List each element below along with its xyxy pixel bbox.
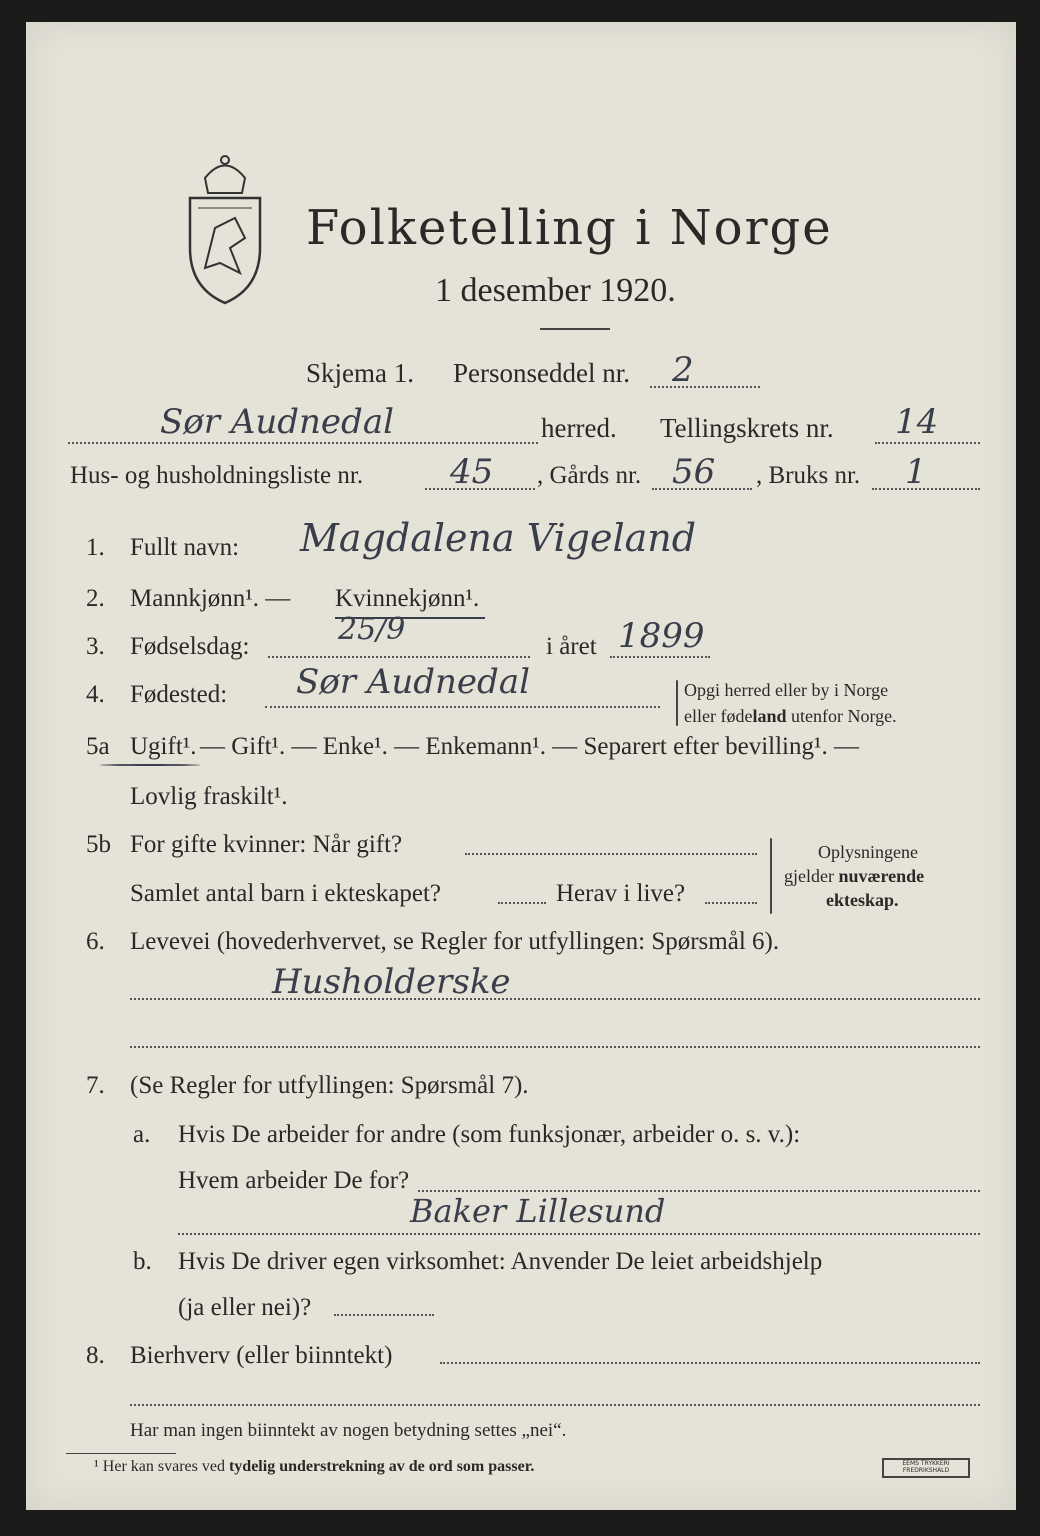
birthplace-value: Sør Audnedal — [296, 662, 530, 702]
q1-label: Fullt navn: — [130, 534, 240, 561]
bruks-value: 1 — [905, 452, 927, 492]
q7b-number: b. — [133, 1248, 152, 1275]
occupation-field-1[interactable] — [130, 998, 980, 1000]
birth-year-field[interactable] — [610, 656, 710, 658]
husliste-value: 45 — [450, 452, 494, 492]
herred-label: herred. — [541, 413, 617, 443]
birthday-field[interactable] — [268, 656, 530, 658]
printer-stamp: EEMS TRYKKERI FREDRIKSHALD — [882, 1458, 970, 1478]
marriage-note-2: gjelder nuværende — [784, 866, 925, 886]
marriage-note-1: Oplysningene — [818, 842, 918, 862]
marriage-note-brace — [770, 838, 772, 914]
fraskilt-option[interactable]: Lovlig fraskilt¹. — [130, 783, 288, 810]
tellingskrets-label: Tellingskrets nr. — [660, 413, 834, 443]
herred-field[interactable] — [68, 442, 538, 444]
herred-value: Sør Audnedal — [160, 402, 394, 442]
q4-number: 4. — [86, 681, 105, 708]
footnote: ¹ Her kan svares ved tydelig understrekning av de ord som passer. — [94, 1458, 535, 1475]
q7-label: (Se Regler for utfyllingen: Spørsmål 7). — [130, 1072, 529, 1099]
husliste-label: Hus- og husholdningsliste nr. — [70, 462, 364, 489]
q8-label: Bierhverv (eller biinntekt) — [130, 1342, 393, 1369]
title-rule — [540, 328, 610, 330]
q7-number: 7. — [86, 1072, 105, 1099]
birthday-value: 25/9 — [338, 612, 406, 647]
q3-number: 3. — [86, 633, 105, 660]
occupation-field-2[interactable] — [130, 1046, 980, 1048]
side-income-field-1[interactable] — [440, 1362, 980, 1364]
q5b-number: 5b — [86, 831, 111, 858]
ugift-underline — [100, 764, 200, 766]
form-date: 1 desember 1920. — [435, 272, 676, 309]
q7b-question: (ja eller nei)? — [178, 1294, 312, 1321]
personseddel-field[interactable] — [650, 386, 760, 388]
norwegian-coat-of-arms-icon — [180, 148, 270, 308]
q7a-question: Hvem arbeider De for? — [178, 1167, 410, 1194]
q5b-line1: For gifte kvinner: Når gift? — [130, 831, 403, 858]
kvinnekjonn-option[interactable]: Kvinnekjønn¹. — [335, 585, 480, 612]
birth-year-value: 1899 — [618, 616, 705, 656]
children-count-field[interactable] — [498, 902, 546, 904]
personseddel-label: Personseddel nr. — [453, 358, 630, 388]
mannkjonn-option[interactable]: Mannkjønn¹. — — [130, 585, 291, 612]
birthplace-note-2: eller fødeland utenfor Norge. — [684, 706, 897, 726]
q7b-text: Hvis De driver egen virksomhet: Anvender De leiet arbeidshjelp — [178, 1248, 823, 1275]
married-date-field[interactable] — [465, 853, 757, 855]
gards-value: 56 — [672, 452, 716, 492]
tellingskrets-value: 14 — [895, 402, 939, 442]
q7a-number: a. — [133, 1121, 151, 1148]
q5b-line2b: Herav i live? — [556, 880, 686, 907]
birthplace-field[interactable] — [265, 706, 660, 708]
tellingskrets-field[interactable] — [875, 442, 980, 444]
biinntekt-note: Har man ingen biinntekt av nogen betydning settes „nei“. — [130, 1420, 567, 1441]
form-title: Folketelling i Norge — [306, 200, 833, 256]
marriage-note-3: ekteskap. — [826, 890, 899, 910]
q3-label: Fødselsdag: — [130, 633, 250, 660]
bruks-label: , Bruks nr. — [756, 462, 861, 489]
side-income-field-2[interactable] — [130, 1404, 980, 1406]
marital-options[interactable]: — Gift¹. — Enke¹. — Enkemann¹. — Separert efter bevilling¹. — — [200, 733, 859, 760]
q5b-line2: Samlet antal barn i ekteskapet? — [130, 880, 441, 907]
employer-value: Baker Lillesund — [410, 1192, 666, 1230]
q6-number: 6. — [86, 928, 105, 955]
q4-label: Fødested: — [130, 681, 228, 708]
full-name-value: Magdalena Vigeland — [300, 516, 697, 560]
q2-number: 2. — [86, 585, 105, 612]
q7a-text: Hvis De arbeider for andre (som funksjonær, arbeider o. s. v.): — [178, 1121, 801, 1148]
q8-number: 8. — [86, 1342, 105, 1369]
ugift-option[interactable]: Ugift¹. — [130, 733, 197, 760]
hired-help-field[interactable] — [334, 1314, 434, 1316]
birthplace-note-brace — [676, 680, 678, 726]
full-name-field[interactable] — [268, 560, 868, 562]
q5a-number: 5a — [86, 733, 110, 760]
q6-label: Levevei (hovederhvervet, se Regler for utfyllingen: Spørsmål 6). — [130, 928, 780, 955]
footnote-rule — [66, 1453, 176, 1454]
employer-field-2[interactable] — [178, 1233, 980, 1235]
year-label: i året — [546, 633, 597, 660]
schema-label: Skjema 1. — [306, 358, 414, 388]
birthplace-note-1: Opgi herred eller by i Norge — [684, 680, 889, 700]
children-alive-field[interactable] — [705, 902, 757, 904]
personseddel-value: 2 — [672, 350, 694, 390]
occupation-value: Husholderske — [272, 962, 511, 1002]
gards-label: , Gårds nr. — [537, 462, 642, 489]
q1-number: 1. — [86, 534, 105, 561]
